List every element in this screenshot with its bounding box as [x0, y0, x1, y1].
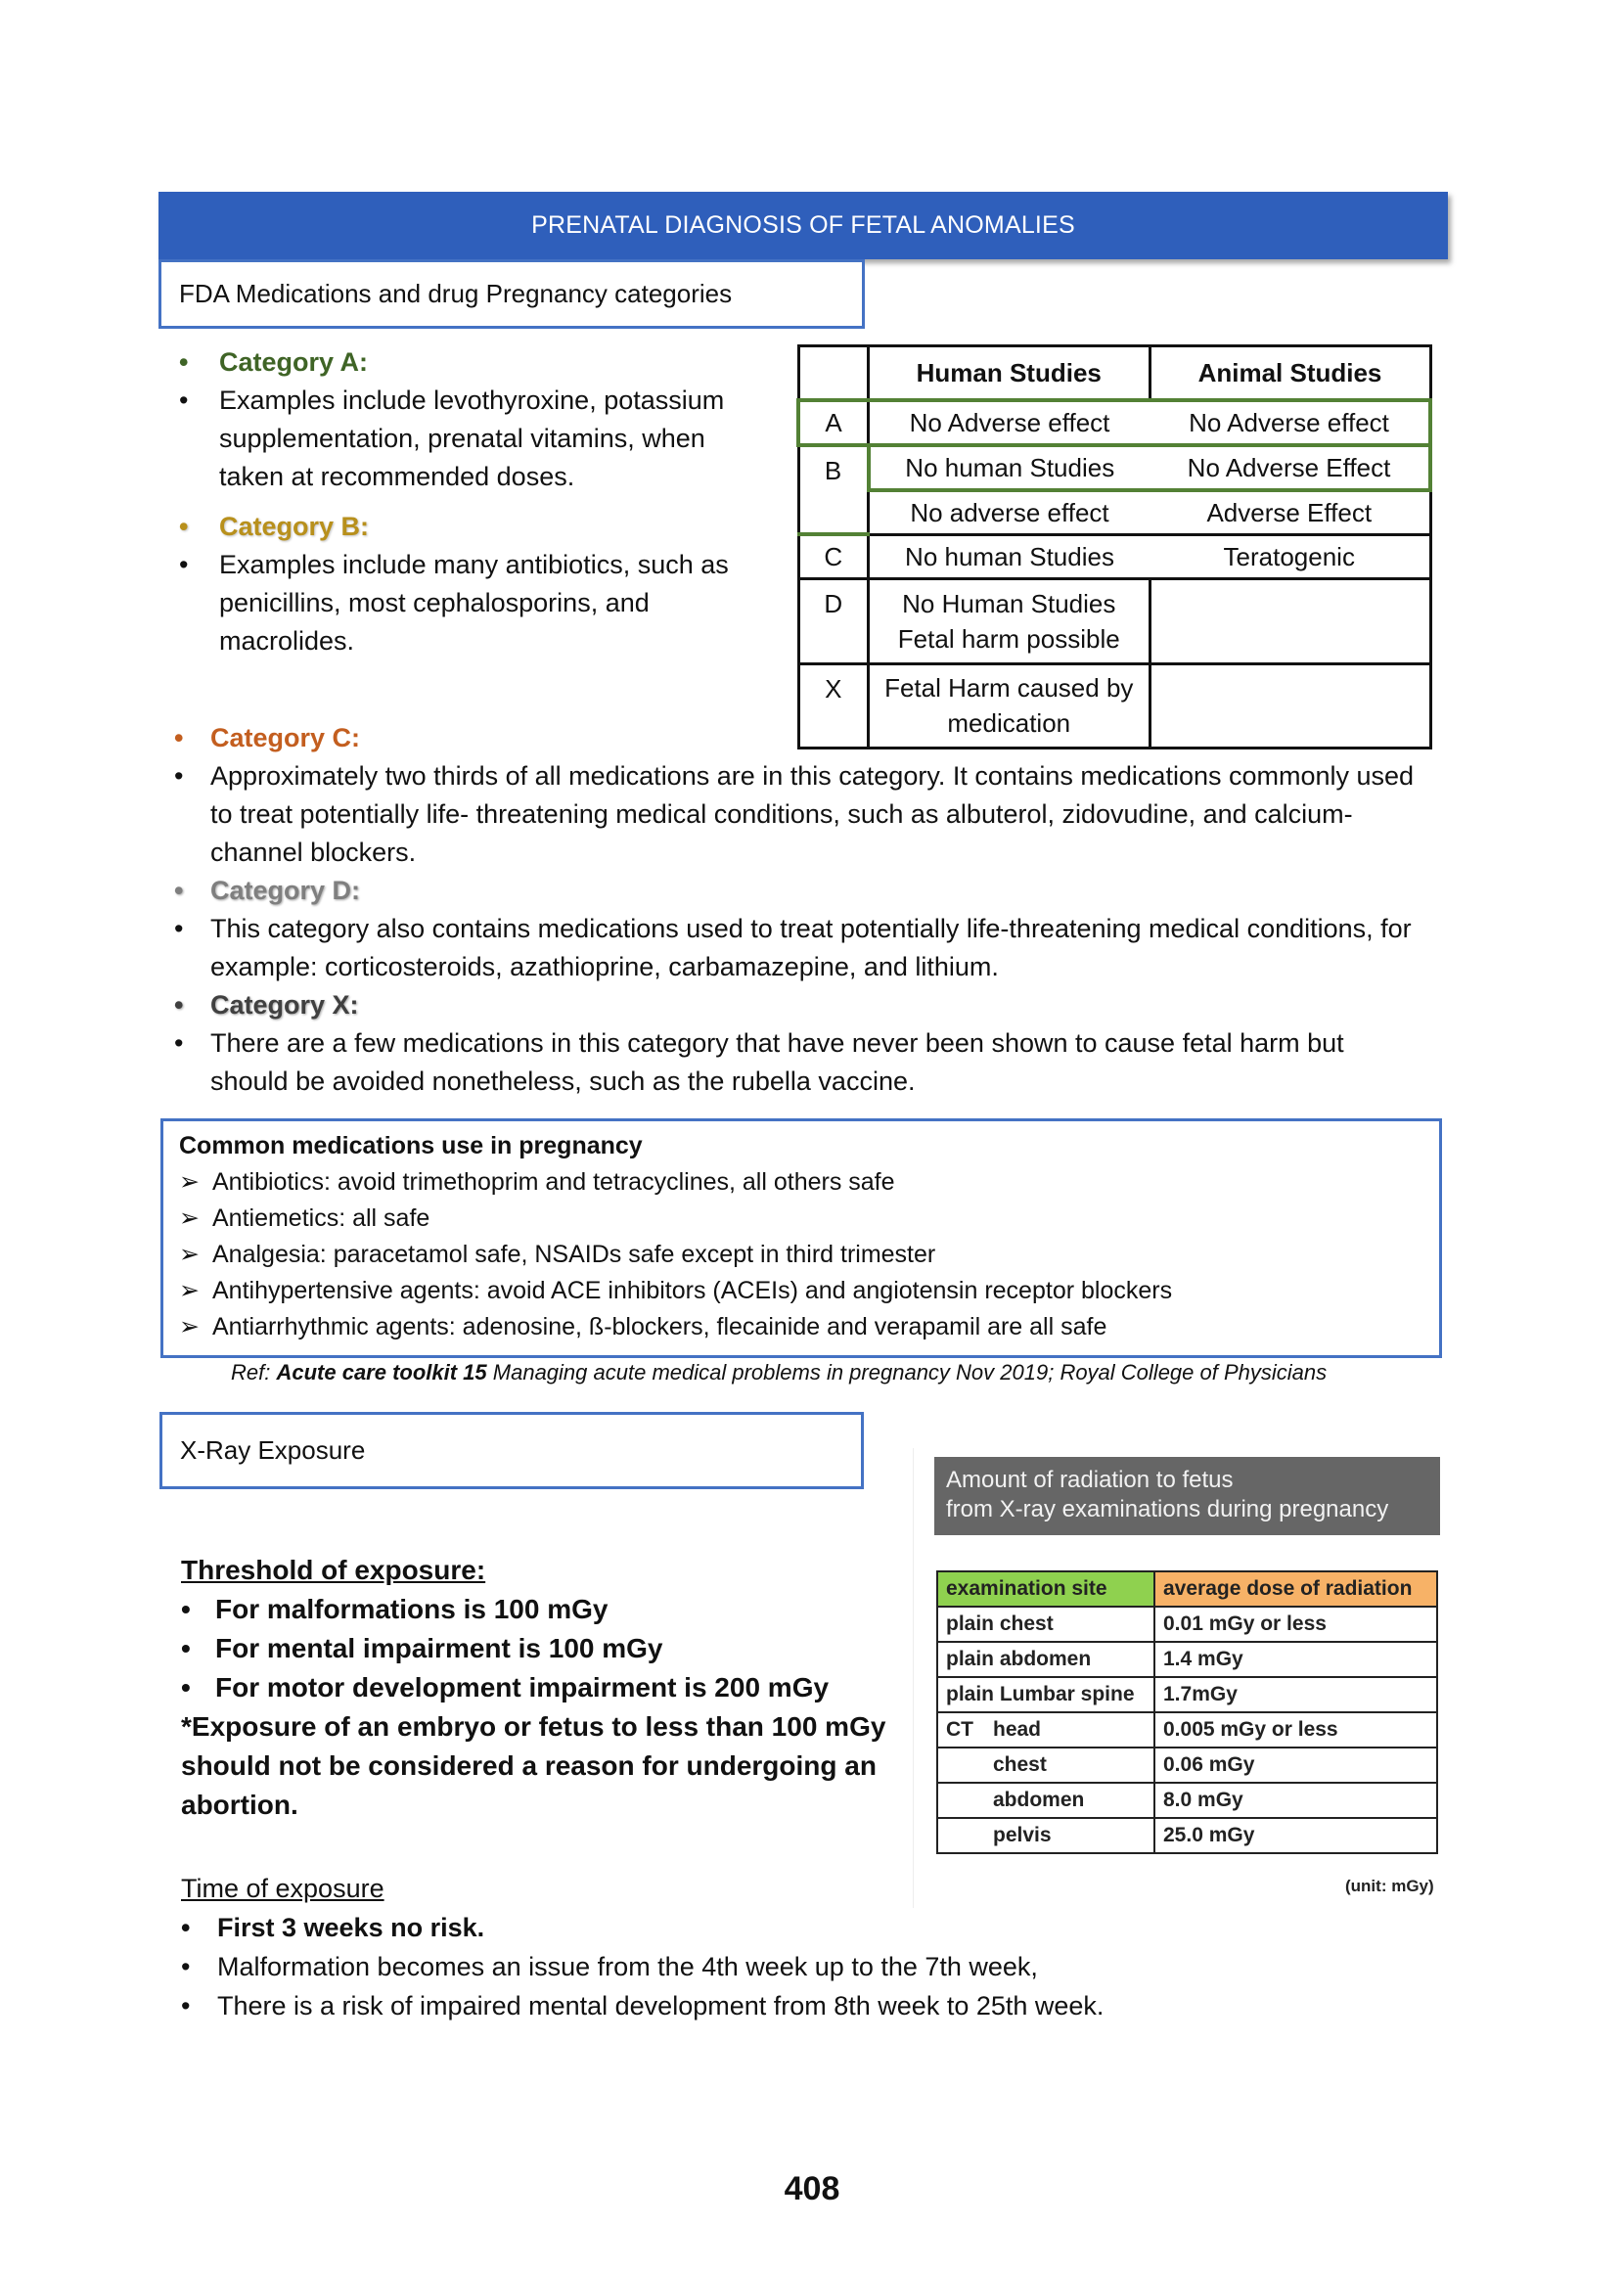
table-header-cell: Animal Studies [1150, 346, 1430, 401]
dose-cell: 1.4 mGy [1154, 1642, 1437, 1677]
exam-site-cell: pelvis [937, 1818, 1154, 1853]
list-item: ➢ Antibiotics: avoid trimethoprim and tetracyclines, all others safe [179, 1164, 1439, 1201]
cell-line: medication [947, 708, 1071, 739]
list-item: • There is a risk of impaired mental development from 8th week to 25th week. [181, 1991, 1105, 2020]
dose-cell: 25.0 mGy [1154, 1818, 1437, 1853]
human-studies-cell: No human Studies [869, 445, 1150, 490]
category-b-heading: • Category B: [179, 512, 370, 541]
table-header-cell: Human Studies [869, 346, 1150, 401]
exam-site-cell: plain Lumbar spine [937, 1677, 1154, 1712]
xray-section-title: X-Ray Exposure [180, 1435, 366, 1465]
dose-cell: 8.0 mGy [1154, 1783, 1437, 1818]
radiation-figure-title: Amount of radiation to fetus from X-ray examinations during pregnancy [934, 1457, 1440, 1535]
arrow-bullet-icon: ➢ [179, 1168, 200, 1196]
table-row [798, 534, 1430, 578]
table-row [937, 1818, 1437, 1853]
list-item: • Malformation becomes an issue from the 4th week up to the 7th week, [181, 1952, 1038, 1981]
table-row [937, 1642, 1437, 1677]
table-header-row [798, 346, 1430, 401]
animal-studies-cell: Teratogenic [1150, 534, 1430, 578]
unit-note: (unit: mGy) [1345, 1877, 1434, 1895]
fda-section-title: FDA Medications and drug Pregnancy categories [179, 279, 733, 308]
table-row [937, 1712, 1437, 1748]
table-row [937, 1677, 1437, 1712]
list-item: ➢ Antihypertensive agents: avoid ACE inhibitors (ACEIs) and angiotensin receptor blockers [179, 1273, 1439, 1309]
list-item: ➢ Analgesia: paracetamol safe, NSAIDs safe except in third trimester [179, 1237, 1439, 1273]
category-cell: X [798, 663, 869, 748]
dose-cell: 0.005 mGy or less [1154, 1712, 1437, 1748]
page-number: 408 [784, 2170, 840, 2207]
arrow-bullet-icon: ➢ [179, 1313, 200, 1340]
exam-site-cell: plain chest [937, 1607, 1154, 1642]
category-cell: B [798, 445, 869, 534]
table-row [798, 445, 1430, 490]
list-item: ➢ Antiarrhythmic agents: adenosine, ß-blockers, flecainide and verapamil are all safe [179, 1309, 1439, 1345]
category-b-text: • Examples include many antibiotics, such as penicillins, most cephalosporins, and macrolides. [179, 550, 729, 656]
table-header-row [937, 1571, 1437, 1607]
animal-studies-cell [1150, 579, 1430, 663]
time-heading: Time of exposure [181, 1874, 384, 1903]
category-x-text: • There are a few medications in this category that have never been shown to cause fetal harm but should be avoided nonetheless, such as the rubella vaccine. [174, 1028, 1344, 1096]
dose-cell: 0.06 mGy [1154, 1748, 1437, 1783]
category-d-text: • This category also contains medications used to treat potentially life-threatening medical conditions, for example: corticosteroids, azathioprine, carbamazepine, and lithium. [174, 914, 1412, 981]
table-row [937, 1607, 1437, 1642]
arrow-bullet-icon: ➢ [179, 1204, 200, 1232]
animal-studies-cell: Adverse Effect [1150, 490, 1430, 534]
page-title: PRENATAL DIAGNOSIS OF FETAL ANOMALIES [531, 211, 1075, 239]
table-header-cell: examination site [937, 1571, 1154, 1607]
human-studies-cell: No adverse effect [869, 490, 1150, 534]
category-cell: A [798, 400, 869, 445]
threshold-heading: Threshold of exposure: [181, 1555, 486, 1585]
category-x-heading: • Category X: [174, 990, 359, 1020]
human-studies-cell: No Adverse effect [869, 400, 1150, 445]
reference-citation: Ref: Acute care toolkit 15 Managing acute medical problems in pregnancy Nov 2019; Royal College of Physicians [231, 1360, 1328, 1385]
exam-site-cell: chest [937, 1748, 1154, 1783]
list-item: • For malformations is 100 mGy [181, 1594, 609, 1624]
threshold-section [181, 1551, 925, 1825]
table-row [798, 400, 1430, 445]
exam-site-cell: CT head [937, 1712, 1154, 1748]
category-a-text: • Examples include levothyroxine, potassium supplementation, prenatal vitamins, when taken at recommended doses. [179, 386, 725, 491]
category-cell: C [798, 534, 869, 578]
animal-studies-cell: No Adverse Effect [1150, 445, 1430, 490]
xray-section-title-box [159, 1412, 864, 1489]
table-header-cell [798, 346, 869, 401]
category-a-heading: • Category A: [179, 347, 369, 377]
page-header-bar [158, 192, 1448, 259]
table-row [937, 1748, 1437, 1783]
arrow-bullet-icon: ➢ [179, 1277, 200, 1304]
human-studies-cell [869, 579, 1150, 663]
table-row [798, 579, 1430, 663]
category-d-heading: • Category D: [174, 876, 361, 905]
dose-cell: 0.01 mGy or less [1154, 1607, 1437, 1642]
dose-cell: 1.7mGy [1154, 1677, 1437, 1712]
list-item: • For motor development impairment is 200 mGy [181, 1672, 830, 1702]
exam-site-cell: plain abdomen [937, 1642, 1154, 1677]
ct-group-label: CT [946, 1718, 973, 1741]
list-item: • For mental impairment is 100 mGy [181, 1633, 663, 1663]
common-medications-box [160, 1118, 1442, 1358]
table-header-cell: average dose of radiation [1154, 1571, 1437, 1607]
list-item: • First 3 weeks no risk. [181, 1913, 485, 1942]
cell-line: Fetal Harm caused by [884, 673, 1134, 704]
common-medications-title: Common medications use in pregnancy [179, 1132, 643, 1159]
table-row [937, 1783, 1437, 1818]
cell-line: No Human Studies [902, 589, 1116, 619]
cell-line: Fetal harm possible [897, 624, 1120, 655]
category-cdx-list [174, 719, 1417, 1101]
category-cell: D [798, 579, 869, 663]
animal-studies-cell: No Adverse effect [1150, 400, 1430, 445]
exam-site-cell: abdomen [937, 1783, 1154, 1818]
table-row [798, 490, 1430, 534]
category-c-text: • Approximately two thirds of all medications are in this category. It contains medications commonly used to treat potentially life- threatening medical conditions, such as albuterol, zidovudine, and calcium-channel blockers. [174, 761, 1415, 867]
human-studies-cell: No human Studies [869, 534, 1150, 578]
threshold-note: *Exposure of an embryo or fetus to less than 100 mGy should not be considered a reason for undergoing an abortion. [181, 1711, 886, 1820]
fda-category-table [796, 344, 1432, 749]
list-item: ➢ Antiemetics: all safe [179, 1201, 1439, 1237]
category-c-heading: • Category C: [174, 723, 361, 752]
arrow-bullet-icon: ➢ [179, 1241, 200, 1268]
radiation-dose-table [936, 1570, 1438, 1854]
category-ab-list [179, 343, 746, 660]
fda-section-title-box [158, 259, 865, 329]
